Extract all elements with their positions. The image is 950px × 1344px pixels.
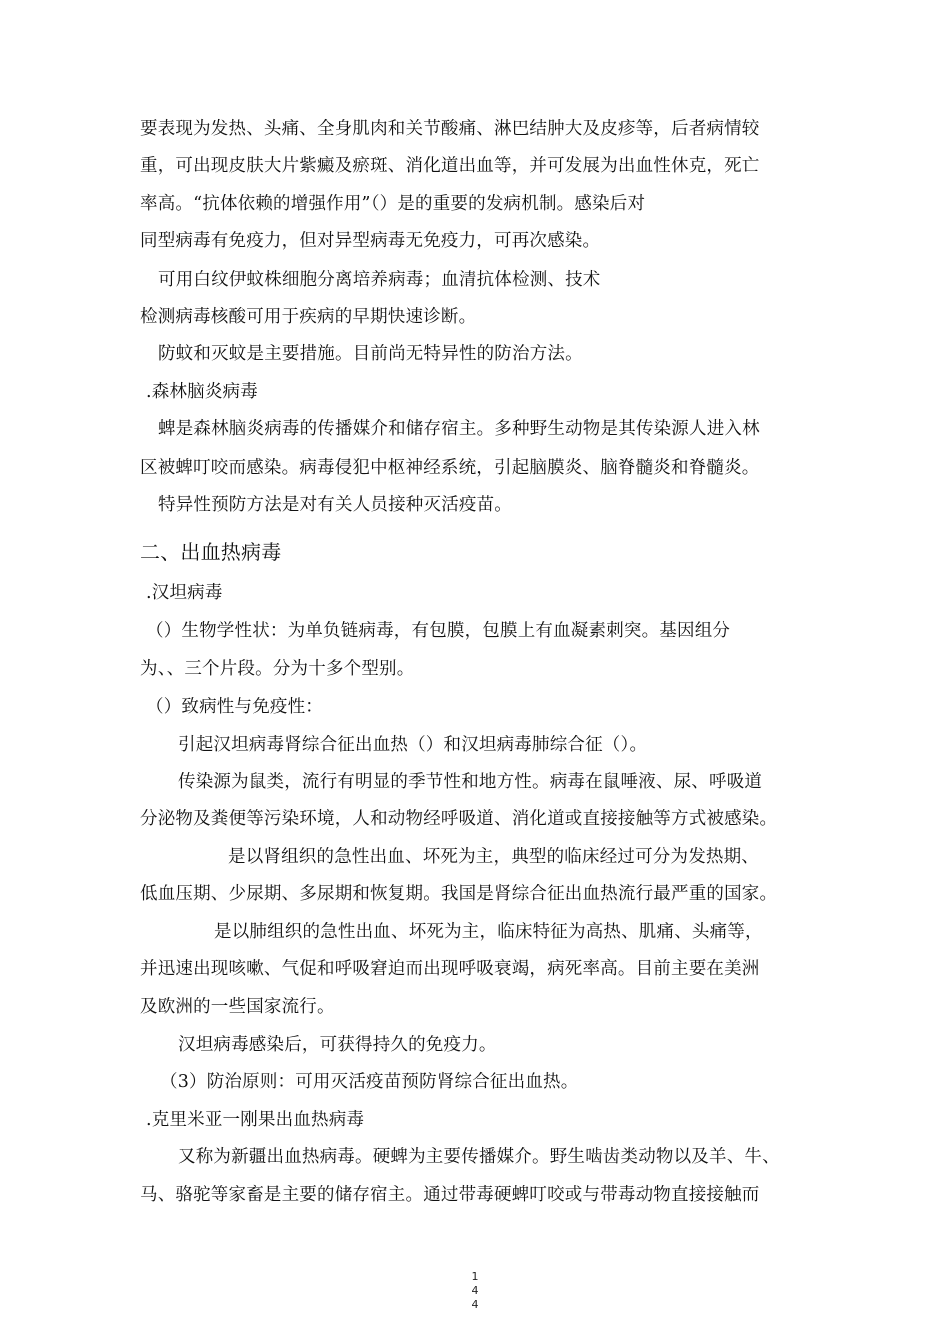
page-number-digit: 1	[471, 1270, 479, 1283]
paragraph-line: 汉坦病毒感染后，可获得持久的免疫力。	[178, 1035, 497, 1055]
paragraph-line: 是以肺组织的急性出血、坏死为主，临床特征为高热、肌痛、头痛等，	[214, 922, 763, 942]
paragraph-line: 率高。“抗体依赖的增强作用”（）是的重要的发病机制。感染后对	[140, 194, 646, 214]
paragraph-line: 要表现为发热、头痛、全身肌肉和关节酸痛、淋巴结肿大及皮疹等，后者病情较	[140, 119, 760, 139]
paragraph-line: 特异性预防方法是对有关人员接种灭活疫苗。	[158, 495, 512, 515]
paragraph-line: 马、骆驼等家畜是主要的储存宿主。通过带毒硬蜱叮咬或与带毒动物直接接触而	[140, 1185, 760, 1205]
paragraph-line: 引起汉坦病毒肾综合征出血热（）和汉坦病毒肺综合征（）。	[178, 735, 648, 755]
paragraph-line: （）致病性与免疫性：	[146, 697, 323, 717]
paragraph-line: 分泌物及粪便等污染环境，人和动物经呼吸道、消化道或直接接触等方式被感染。	[140, 809, 778, 829]
page-number-digit: 4	[471, 1298, 479, 1311]
paragraph-line: 是以肾组织的急性出血、坏死为主，典型的临床经过可分为发热期、	[228, 847, 759, 867]
section-subtitle: .克里米亚一刚果出血热病毒	[146, 1110, 365, 1130]
paragraph-line: 重，可出现皮肤大片紫癜及瘀斑、消化道出血等，并可发展为出血性休克，死亡	[140, 156, 760, 176]
paragraph-line: 区被蜱叮咬而感染。病毒侵犯中枢神经系统，引起脑膜炎、脑脊髓炎和脊髓炎。	[140, 458, 760, 478]
paragraph-line: 低血压期、少尿期、多尿期和恢复期。我国是肾综合征出血热流行最严重的国家。	[140, 884, 778, 904]
section-heading: 二、出血热病毒	[140, 540, 282, 564]
paragraph-line: 又称为新疆出血热病毒。硬蜱为主要传播媒介。野生啮齿类动物以及羊、牛、	[178, 1147, 780, 1167]
paragraph-line: 传染源为鼠类，流行有明显的季节性和地方性。病毒在鼠唾液、尿、呼吸道	[178, 772, 763, 792]
paragraph-line: 可用白纹伊蚊株细胞分离培养病毒；血清抗体检测、技术	[158, 270, 601, 290]
paragraph-line: （3）防治原则：可用灭活疫苗预防肾综合征出血热。	[160, 1072, 579, 1092]
section-subtitle: .森林脑炎病毒	[146, 382, 258, 402]
paragraph-line: 检测病毒核酸可用于疾病的早期快速诊断。	[140, 307, 477, 327]
paragraph-line: 及欧洲的一些国家流行。	[140, 997, 335, 1017]
section-subtitle: .汉坦病毒	[146, 583, 223, 603]
paragraph-line: 并迅速出现咳嗽、气促和呼吸窘迫而出现呼吸衰竭，病死率高。目前主要在美洲	[140, 959, 760, 979]
paragraph-line: 同型病毒有免疫力，但对异型病毒无免疫力，可再次感染。	[140, 231, 601, 251]
paragraph-line: 蜱是森林脑炎病毒的传播媒介和储存宿主。多种野生动物是其传染源人进入林	[158, 419, 760, 439]
paragraph-line: （）生物学性状：为单负链病毒，有包膜，包膜上有血凝素刺突。基因组分	[146, 621, 731, 641]
page-number-digit: 4	[471, 1284, 479, 1297]
paragraph-line: 防蚊和灭蚊是主要措施。目前尚无特异性的防治方法。	[158, 344, 583, 364]
paragraph-line: 为、、三个片段。分为十多个型别。	[140, 659, 415, 679]
